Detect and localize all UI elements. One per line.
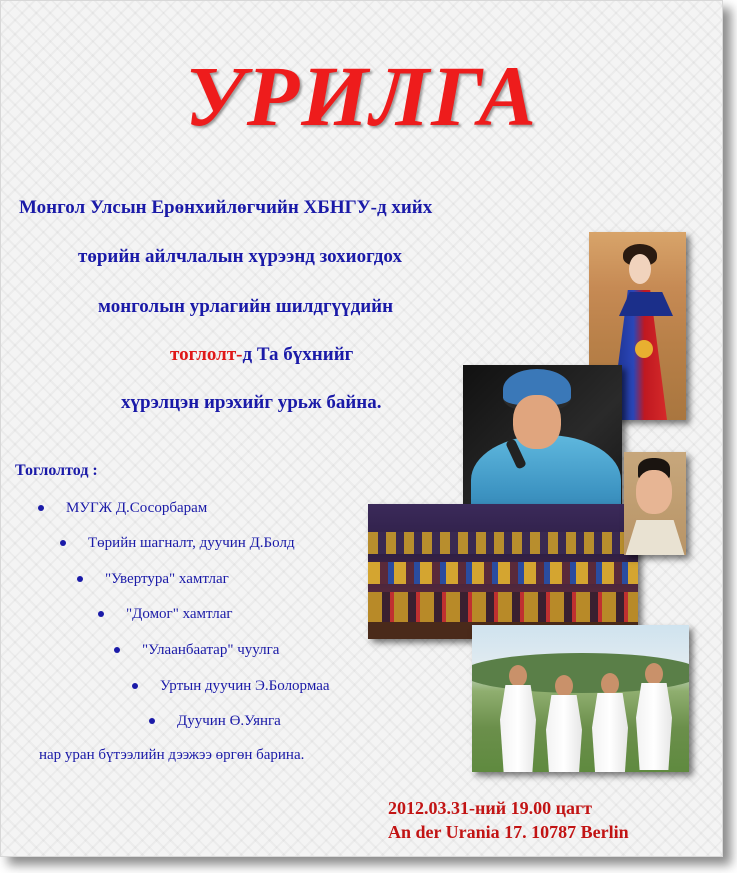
intro-line-4 xyxy=(170,344,353,366)
bullet-icon xyxy=(98,611,104,617)
bullet-icon xyxy=(60,540,66,546)
young-singer-photo xyxy=(624,452,686,555)
performer-item xyxy=(149,713,281,730)
intro-line-3: монголын урлагийн шилдгүүдийн xyxy=(98,296,394,317)
performers-label: Тоглолтод : xyxy=(15,462,98,479)
performer-name: Дуучин Ө.Уянга xyxy=(177,713,281,729)
event-datetime: 2012.03.31-ний 19.00 цагт xyxy=(388,798,592,818)
performer-name: "Улаанбаатар" чуулга xyxy=(142,642,280,658)
band-photo xyxy=(472,625,689,772)
intro-highlight: тоглолт- xyxy=(170,344,243,365)
bullet-icon xyxy=(38,505,44,511)
poster-title: УРИЛГА xyxy=(184,48,539,144)
performer-name: МУГЖ Д.Сосорбарам xyxy=(66,500,208,516)
performer-item xyxy=(98,606,233,623)
orchestra-photo xyxy=(368,504,638,639)
performer-name: Төрийн шагналт, дуучин Д.Болд xyxy=(88,535,295,551)
performer-name: "Домог" хамтлаг xyxy=(126,606,233,622)
intro-line-1: Монгол Улсын Ерөнхийлөгчийн ХБНГУ-д хийх xyxy=(19,197,433,218)
performer-item xyxy=(132,678,330,695)
performer-name: "Увертура" хамтлаг xyxy=(105,571,229,587)
bullet-icon xyxy=(114,647,120,653)
closing-text: нар уран бүтээлийн дээжээ өргөн барина. xyxy=(39,747,305,763)
intro-line-5: хүрэлцэн ирэхийг урьж байна. xyxy=(121,392,382,413)
bullet-icon xyxy=(77,576,83,582)
performer-name: Уртын дуучин Э.Болормаа xyxy=(160,678,330,694)
intro-line-2: төрийн айлчлалын хүрээнд зохиогдох xyxy=(78,246,402,267)
singer-man-photo xyxy=(463,365,622,521)
performer-item xyxy=(60,535,295,552)
event-address: An der Urania 17. 10787 Berlin xyxy=(388,822,629,842)
intro-line-4-rest: д Та бүхнийг xyxy=(242,344,354,365)
bullet-icon xyxy=(149,718,155,724)
performer-item xyxy=(38,500,207,517)
bullet-icon xyxy=(132,683,138,689)
performer-item xyxy=(114,642,279,659)
performer-item xyxy=(77,571,229,588)
